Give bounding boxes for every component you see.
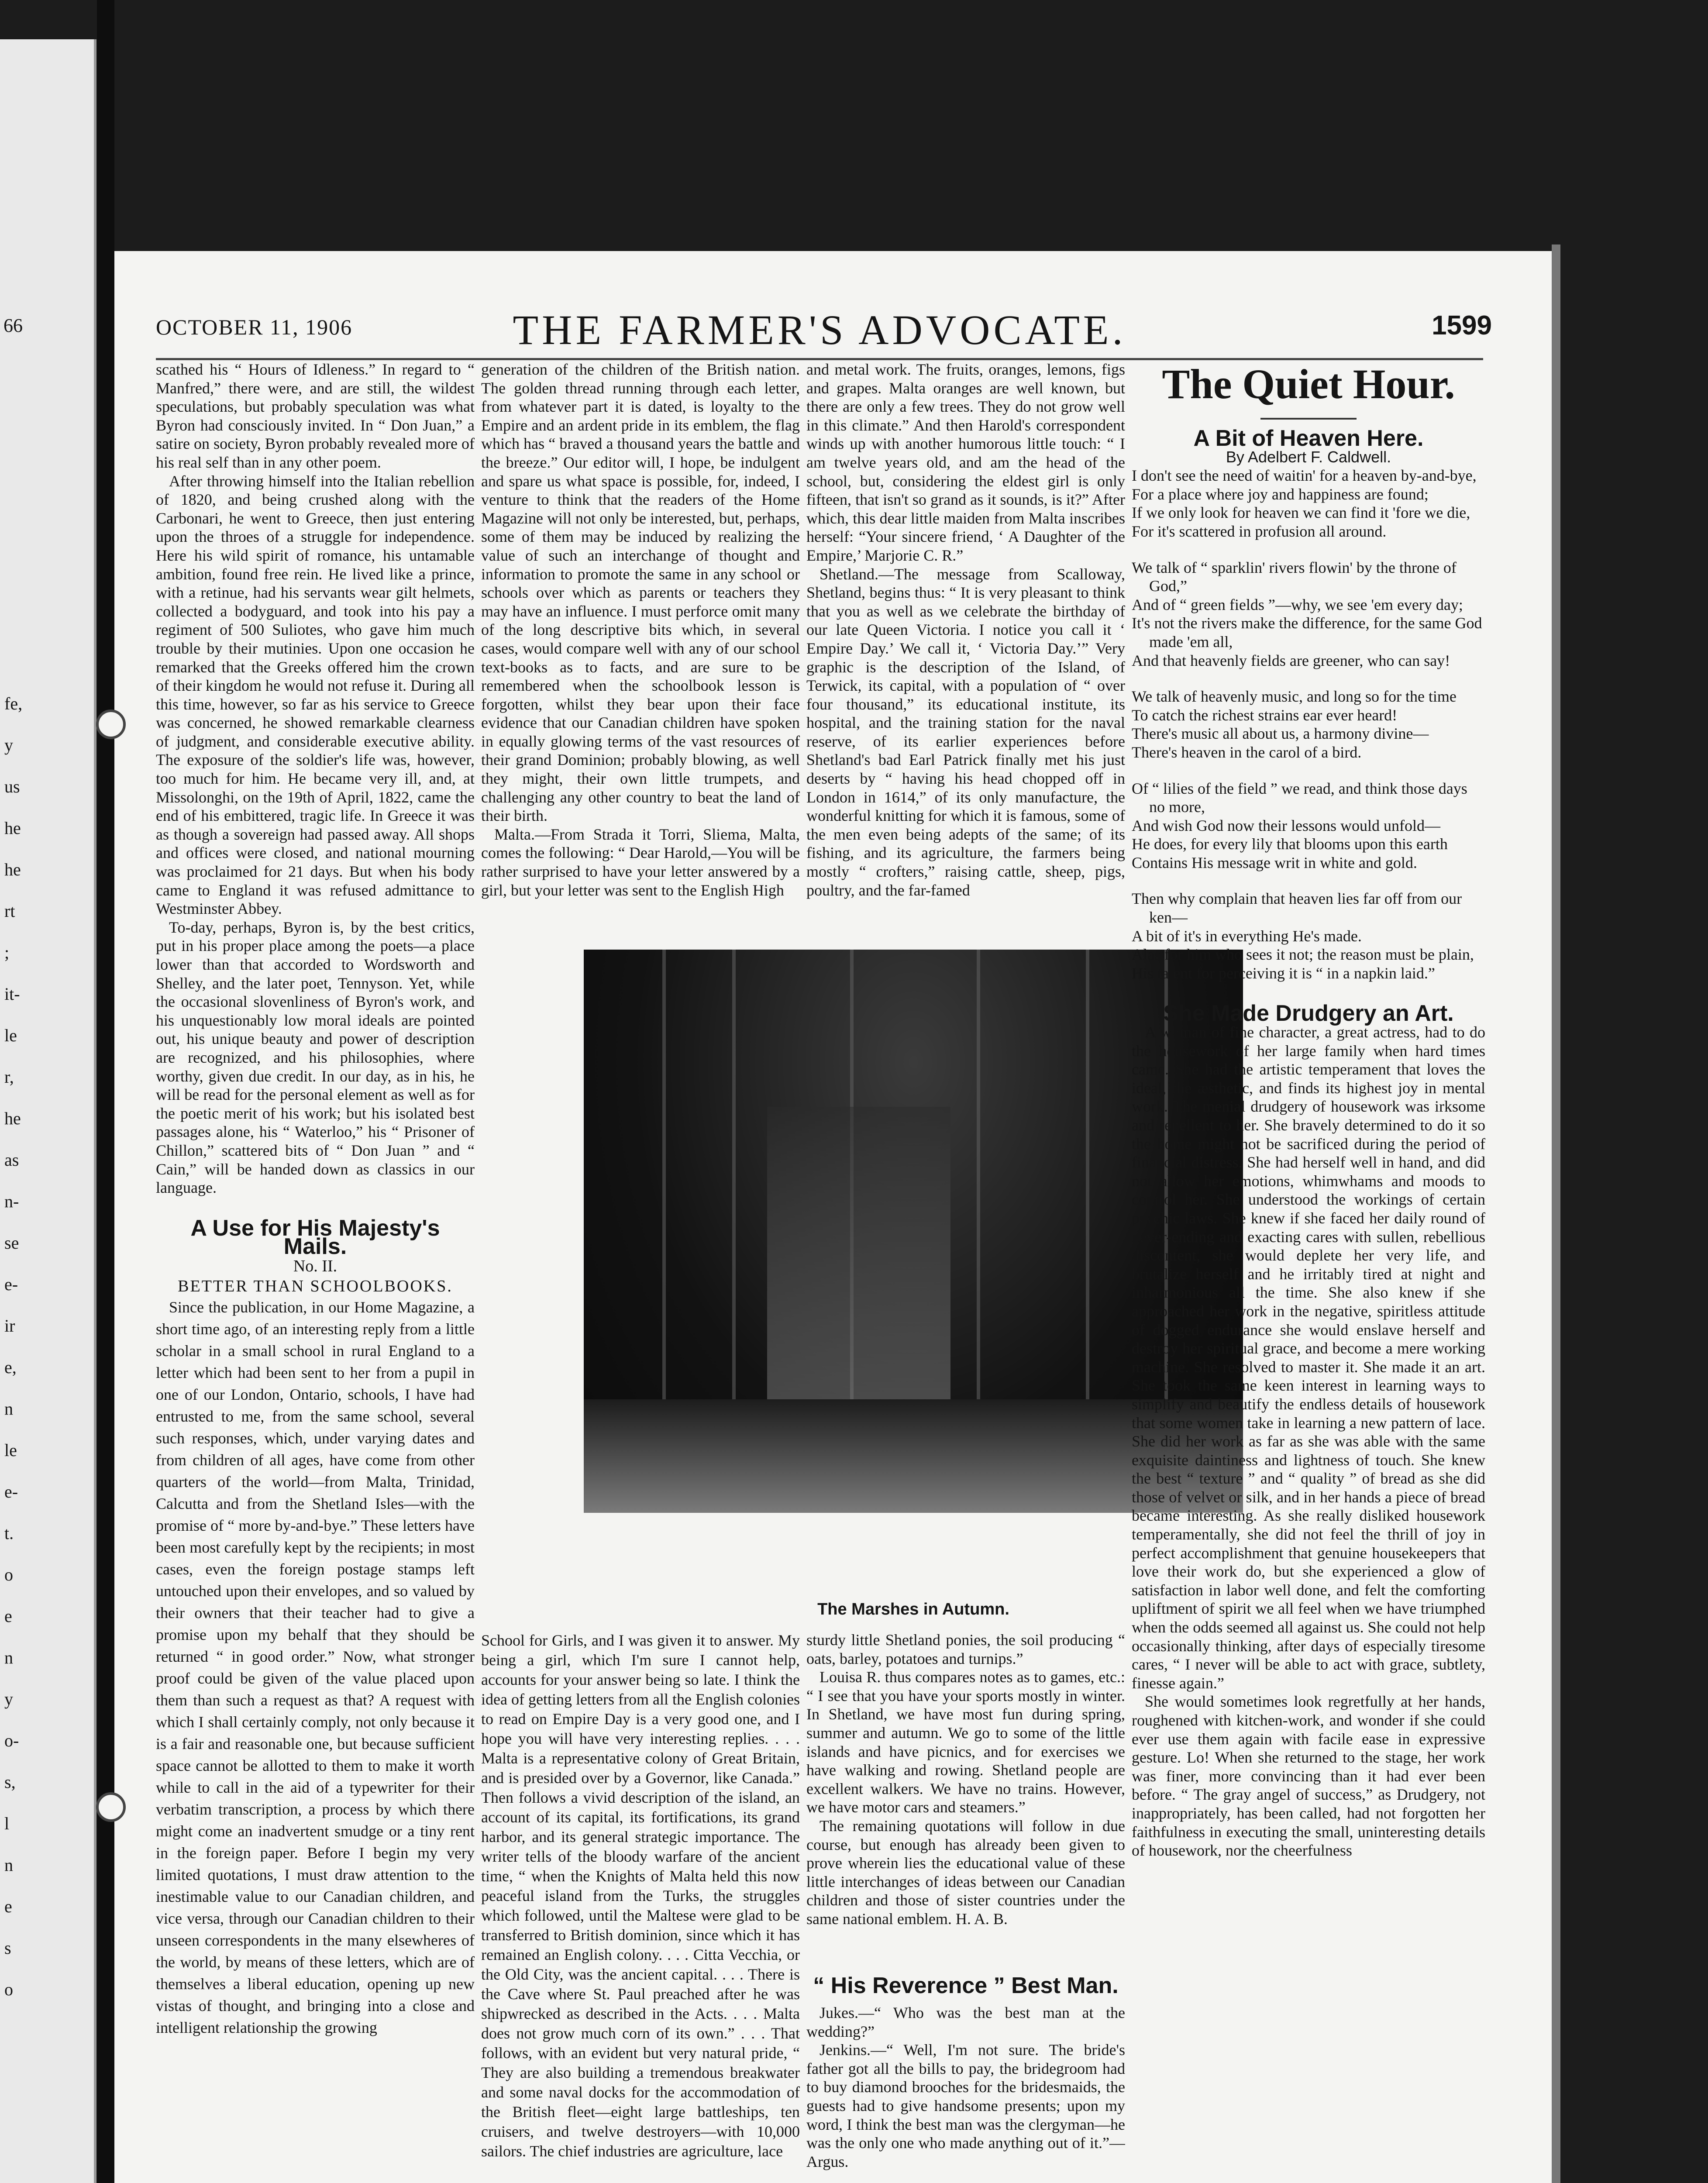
poem-line: Contains His message writ in white and gold. xyxy=(1132,854,1417,871)
fragment-text: s xyxy=(4,1938,11,1958)
poem-line: For a place where joy and happiness are found; xyxy=(1132,485,1429,503)
fragment-text: r, xyxy=(4,1067,14,1087)
drudgery-paragraph-1: A woman of fine character, a great actress, had to do the housework of her large family when hard times came. She had the artistic temperament that loves the ideal, the æsthetic, and finds its highest joy in mental work. The menial drudgery of housework was irksome and repellent to her. She bravely determined to do it so the home might not be sacrificed during the period of financial distress. She had herself well in hand, and did not allow her emotions, whimwhams and moods to control her. She understood the workings of certain psychic laws. She knew if she faced her daily round of never-ending and exacting cares with sullen, rebellious discontent, she would deplete her very life, and brutalize herself and he irritably tired at night and inharmonious all the time. She also knew if she approached her work in the negative, spiritless attitude of dogged endurance she would enslave herself and destroy her spiritual grace, and become a mere working machine. She resolved to master it. She made it an art. She took the same keen interest in learning ways to simplify and beautify the endless details of housework that some women take in learning a new pattern of lace. She did her work as far as she was able with the same exquisite daintiness and lightness of touch. She knew the best “ texture ” and “ quality ” of bread as she did those of velvet or silk, and in her hands a piece of bread became interesting. As she really disliked housework temperamentally, she did not feel the thrill of joy in perfect accomplishment that genuine housekeepers that love their work do, but she experienced a glow of satisfaction in labor well done, and felt the comforting upliftment of spirit we all feel when we have triumphed when the odds seemed all against us. She could not help occasionally thinking, after days of especially tiresome cares, “ I never will be able to act with grace, subtlety, finesse again.” xyxy=(1132,1023,1485,1692)
masthead xyxy=(156,306,1492,360)
poem-byline: By Adelbert F. Caldwell. xyxy=(1226,448,1391,466)
poem-line: He does, for every lily that blooms upon this earth xyxy=(1132,835,1448,853)
column-4 xyxy=(1132,360,1485,2183)
issue-date: OCTOBER 11, 1906 xyxy=(156,315,353,339)
fragment-text: e xyxy=(4,1897,12,1916)
fragment-text: n xyxy=(4,1648,13,1667)
ponies-paragraph: sturdy little Shetland ponies, the soil producing “ oats, barley, potatoes and turnips.” xyxy=(806,1631,1125,1667)
poem-line: Alas for him who sees it not; the reason must be plain, xyxy=(1132,946,1474,964)
stanza-break xyxy=(1149,762,1485,779)
fragment-text: l xyxy=(4,1814,10,1833)
fragment-text: us xyxy=(4,777,20,796)
column-2-top xyxy=(481,360,800,941)
page-edge-shadow xyxy=(1552,244,1560,2183)
fragment-text: o xyxy=(4,1565,13,1584)
mails-heading: A Use for His Majesty's Mails. xyxy=(190,1215,440,1260)
poem-line: We talk of heavenly music, and long so for the time xyxy=(1132,688,1457,706)
poem-stanzas xyxy=(1132,466,1485,982)
fragment-text: le xyxy=(4,1026,17,1045)
byron-paragraph-1: scathed his “ Hours of Idleness.” In regard to “ Manfred,” there were, and are still, the wildest speculations, but probably speculation was what Byron had consciously invited. In “ Don Juan,” a satire on society, Byron probably revealed more of his real self than in any other poem. xyxy=(156,361,475,471)
jukes-line: Jukes.—“ Who was the best man at the wedding?” xyxy=(806,2004,1125,2040)
scan-marker-bottom xyxy=(96,1792,126,1822)
page-number: 1599 xyxy=(1432,310,1492,341)
poem-line: We talk of “ sparklin' rivers flowin' by the throne of God,” xyxy=(1132,558,1457,595)
column-1 xyxy=(156,360,475,2183)
poem-line: A bit of it's in everything He's made. xyxy=(1132,927,1362,945)
stanza-break xyxy=(1149,541,1485,558)
fragment-text: y xyxy=(4,735,13,755)
column-3-top xyxy=(806,360,1125,941)
fragment-text: as xyxy=(4,1150,19,1170)
fragment-text: e- xyxy=(4,1482,18,1501)
poem-line: And wish God now their lessons would unfold— xyxy=(1132,816,1440,834)
reverence-heading: “ His Reverence ” Best Man. xyxy=(813,1973,1119,1998)
fragment-text: n- xyxy=(4,1191,19,1211)
malta-fruits-paragraph: and metal work. The fruits, oranges, lemons, figs and grapes. Malta oranges are well known, but there are only a few trees. They do not grow well in this climate.” And then Harold's correspondent winds up with another humorous little touch: “ I am twelve years old, and am the head of the school, but, considering the eldest girl is only fifteen, that isn't so grand as it sounds, is it?” After which, this dear little maiden from Malta inscribes herself: “Your sincere friend, ‘ A Daughter of the Empire,’ Marjorie C. R.” xyxy=(806,361,1125,564)
fragment-text: n xyxy=(4,1399,13,1419)
poem-line: And of “ green fields ”—why, we see 'em every day; xyxy=(1132,596,1463,613)
fragment-text: he xyxy=(4,860,21,879)
fragment-text: ir xyxy=(4,1316,15,1336)
fragment-text: s, xyxy=(4,1772,16,1792)
fragment-text: o- xyxy=(4,1731,19,1750)
fragment-text: se xyxy=(4,1233,19,1253)
fragment-text: e xyxy=(4,1606,12,1626)
mails-subheading: BETTER THAN SCHOOLBOOKS. xyxy=(178,1277,453,1295)
stanza-break xyxy=(1149,670,1485,687)
fragment-text: he xyxy=(4,1109,21,1128)
quiet-hour-title: The Quiet Hour. xyxy=(1162,361,1455,407)
poem-line: And that heavenly fields are greener, who can say! xyxy=(1132,651,1450,669)
empire-paragraph: generation of the children of the British nation. The golden thread running through each letter, from whatever part it is dated, is loyalty to the Empire and an ardent pride in its emblem, the flag which has “ braved a thousand years the battle and the breeze.” Our editor will, I hope, be indulgent and spare us what space is possible, for, indeed, I venture to think that the readers of the Home Magazine will not only be interested, but, perhaps, some of them may be induced by realizing the value of such an interchange of thought and information to promote the same in any school or schools over which as parents or teachers they may have an influence. I must perforce omit many of the long descriptive bits which, in several cases, would compare well with any of our school text-books as to facts, and are sure to be remembered when the schoolbook lesson is forgotten, whilst they bear upon their face evidence that our Canadian children have spoken in equally glowing terms of the vast resources of their grand Dominion; probably blowing, as well they might, their own little trumpets, and challenging any other country to beat the land of their birth. xyxy=(481,361,800,825)
fragment-text: rt xyxy=(4,901,15,921)
fragment-text: t. xyxy=(4,1523,14,1543)
mails-number: No. II. xyxy=(293,1257,337,1275)
poem-line: There's heaven in the carol of a bird. xyxy=(1132,743,1362,761)
shetland-paragraph: Shetland.—The message from Scalloway, Shetland, begins thus: “ It is very pleasant to think that you as well as we celebrate the birthday of our late Queen Victoria. I notice you call it ‘ Empire Day.’ We call it, ‘ Victoria Day.’” Very graphic is the description of the Island, of Terwick, its capital, with a population of “ over four thousand,” its educational institute, its hospital, and the training station for the naval reserve, of its earlier experiences before Shetland's bad Earl Patrick finally met his just deserts by “ having his head chopped off in London in 1614,” of its only manufacture, the wonderful knitting for which it is famous, some of the men even being adepts of the same; of its fishing, and its agriculture, the farmers being mostly “ crofters,” raising cattle, sheep, pigs, poultry, and the far-famed xyxy=(806,565,1125,899)
fragment-text: n xyxy=(4,1855,13,1875)
poem-line: For it's scattered in profusion all around. xyxy=(1132,522,1387,540)
poem-line: If we only look for heaven we can find it 'fore we die, xyxy=(1132,504,1470,522)
malta-letter-paragraph: School for Girls, and I was given it to answer. My being a girl, which I'm sure I cannot help, accounts for your answer being so late. I think the idea of getting letters from all the English colonies to read on Empire Day is a very good one, and I hope you will have very interesting replies. . . . Malta is a representative colony of Great Britain, and is presided over by a Governor, like Canada.” Then follows a vivid description of the island, an account of its capital, its fortifications, its grand harbor, and its general strategic importance. The writer tells of the bloody warfare of the ancient time, “ when the Knights of Malta held this now peaceful island from the Turks, the struggles which followed, until the Maltese were glad to be transferred to British dominion, since which it has remained an English colony. . . . Citta Vecchia, or the Old City, was the ancient capital. . . . There is the Cave where St. Paul preached after he was shipwrecked as described in the Acts. . . . Malta does not grow much corn of its own.” . . . That follows, with an evident but very natural pride, “ They are also building a tremendous breakwater and some naval docks for the accommodation of the British fleet—eight large battleships, ten cruisers, and twelve destroyers—with 10,000 sailors. The chief industries are agriculture, lace xyxy=(481,1632,800,2160)
quotations-paragraph: The remaining quotations will follow in due course, but enough has already been given to prove wherein lies the educational value of these little interchanges of ideas between our Canadian children and those of sister countries under the same national emblem. H. A. B. xyxy=(806,1817,1125,1928)
poem-line: I don't see the need of waitin' for a heaven by-and-bye, xyxy=(1132,467,1477,485)
fragment-text: he xyxy=(4,818,21,838)
drudgery-paragraph-2: She would sometimes look regretfully at her hands, roughened with kitchen-work, and wonder if she could ever use them again with facile ease in expressive gesture. Lo! When she returned to the stage, her work was finer, more convincing than it had ever been before. “ The gray angel of success,” as Drudgery, not inappropriately, has been called, had not forgotten her faithfulness in executing the small, uninteresting details of housework, nor the cheerfulness xyxy=(1132,1693,1485,1859)
previous-page-number: 66 xyxy=(3,315,23,336)
previous-page-strip xyxy=(0,39,96,2183)
column-2-bottom xyxy=(481,1631,800,2183)
poem-line: There's music all about us, a harmony divine— xyxy=(1132,725,1429,743)
malta-intro-paragraph: Malta.—From Strada it Torri, Sliema, Malta, comes the following: “ Dear Harold,—You will be rather surprised to have your letter answered by a girl, but your letter was sent to the English High xyxy=(481,825,800,899)
poem-line: His talent for perceiving it is “ in a napkin laid.” xyxy=(1132,964,1435,982)
fragment-text: y xyxy=(4,1689,13,1709)
newspaper-page xyxy=(114,251,1552,2183)
stanza-break xyxy=(1149,872,1485,889)
poem-line: Of “ lilies of the field ” we read, and think those days no more, xyxy=(1132,779,1467,816)
scan-marker-top xyxy=(96,709,126,739)
fragment-text: ; xyxy=(4,943,10,962)
poem-line: It's not the rivers make the difference, for the same God made 'em all, xyxy=(1132,614,1482,651)
fragment-text: le xyxy=(4,1440,17,1460)
column-3-bottom xyxy=(806,1631,1125,2183)
poem-line: To catch the richest strains ear ever heard! xyxy=(1132,706,1398,724)
mails-paragraph: Since the publication, in our Home Magazine, a short time ago, of an interesting reply from a little scholar in a small school in rural England to a letter which had been sent to her from a pupil in one of our London, Ontario, schools, I have had entrusted to me, from the same school, several such responses, which, under varying dates and from children of all ages, have come from other quarters of the world—from Malta, Trinidad, Calcutta and from the Shetland Isles—with the promise of “ more by-and-bye.” These letters have been most carefully kept by the recipients; in most cases, even the foreign postage stamps left untouched upon their envelopes, and so valued by their owners that their teacher had to give a promise upon my behalf that they should be returned “ in good order.” Now, what stronger proof could be given of the value placed upon them than such a request as that? A request with which I shall certainly comply, not only because it is a fair and reasonable one, but because sufficient space cannot be allotted to them to make it worth while to call in the aid of a typewriter for their verbatim transcription, a process by which there might come an inadvertent smudge or a tiny rent in the foreign paper. Before I begin my very limited quotations, I must draw attention to the inestimable value to our Canadian children, and vice versa, through our Canadian children to their unseen correspondents in the many elsewheres of the world, by means of these letters, which are of themselves a liberal education, opening up new vistas of thought, and bringing into a close and intelligent relationship the growing xyxy=(156,1298,475,2036)
poem-title: A Bit of Heaven Here. xyxy=(1193,426,1424,451)
title-rule xyxy=(1260,418,1357,420)
publication-title: THE FARMER'S ADVOCATE. xyxy=(513,306,1126,353)
byron-paragraph-2: After throwing himself into the Italian rebellion of 1820, and being crushed along with the Carbonari, he went to Greece, then just entering upon the throes of a struggle for independence. Here his wild spirit of romance, his untamable ambition, found free rein. He lived like a prince, with a retinue, had his servants wear gilt helmets, collected a bodyguard, and took into his pay a regiment of 500 Suliotes, who gave him much trouble by their mutinies. Upon one occasion he remarked that the Greeks offered him the crown of their kingdom he would not refuse it. During all this time, however, so far as his service to Greece was concerned, he showed remarkable clearness of judgment, and considerable executive ability. The exposure of the soldier's life was, however, too much for him. He became very ill, and, at Missolonghi, on the 19th of April, 1822, came the end of his embittered, tragic life. In Greece it was as though a sovereign had passed away. All shops and offices were closed, and national mourning was proclaimed for 21 days. But when his body came to England it was refused admittance to Westminster Abbey. xyxy=(156,472,475,918)
fragment-text: o xyxy=(4,1980,13,1999)
drudgery-heading: She Made Drudgery an Art. xyxy=(1163,1001,1454,1026)
fragment-text: e- xyxy=(4,1274,18,1294)
byron-paragraph-3: To-day, perhaps, Byron is, by the best critics, put in his proper place among the poets—a place lower than that accorded to Wordsworth and Shelley, and the later poet, Tennyson. Yet, while the occasional slovenliness of Byron's work, and his unquestionably low moral ideals are pointed out, his unique beauty and power of description are recognized, and his philosophies, where worthy, given due credit. In our day, as in his, he will be read for the personal element as well as for the poetic merit of his work; but his isolated best passages alone, his “ Waterloo,” his “ Prisoner of Chillon,” scattered bits of “ Don Juan ” and “ Cain,” will be handed down as classics in our language. xyxy=(156,918,475,1197)
poem-line: Then why complain that heaven lies far off from our ken— xyxy=(1132,890,1462,926)
games-paragraph: Louisa R. thus compares notes as to games, etc.: “ I see that you have your sports mostly in winter. In Shetland, we have most fun during spring, summer and autumn. We go to some of the little islands and have picnics, and for exercises we have walking and rowing. Shetland people are excellent walkers. We have no trains. However, we have motor cars and steamers.” xyxy=(806,1668,1125,1816)
binding-shadow xyxy=(97,0,114,2183)
fragment-text: fe, xyxy=(4,694,23,713)
fragment-text: e, xyxy=(4,1357,17,1377)
jenkins-paragraph: Jenkins.—“ Well, I'm not sure. The bride's father got all the bills to pay, the bridegroom had to buy diamond brooches for the bridesmaids, the guests had to give handsome presents; upon my word, I think the best man was the clergyman—he was the only one who made anything out of it.”—Argus. xyxy=(806,2041,1125,2170)
photo-caption: The Marshes in Autumn. xyxy=(817,1600,1009,1618)
fragment-text: it- xyxy=(4,984,20,1004)
